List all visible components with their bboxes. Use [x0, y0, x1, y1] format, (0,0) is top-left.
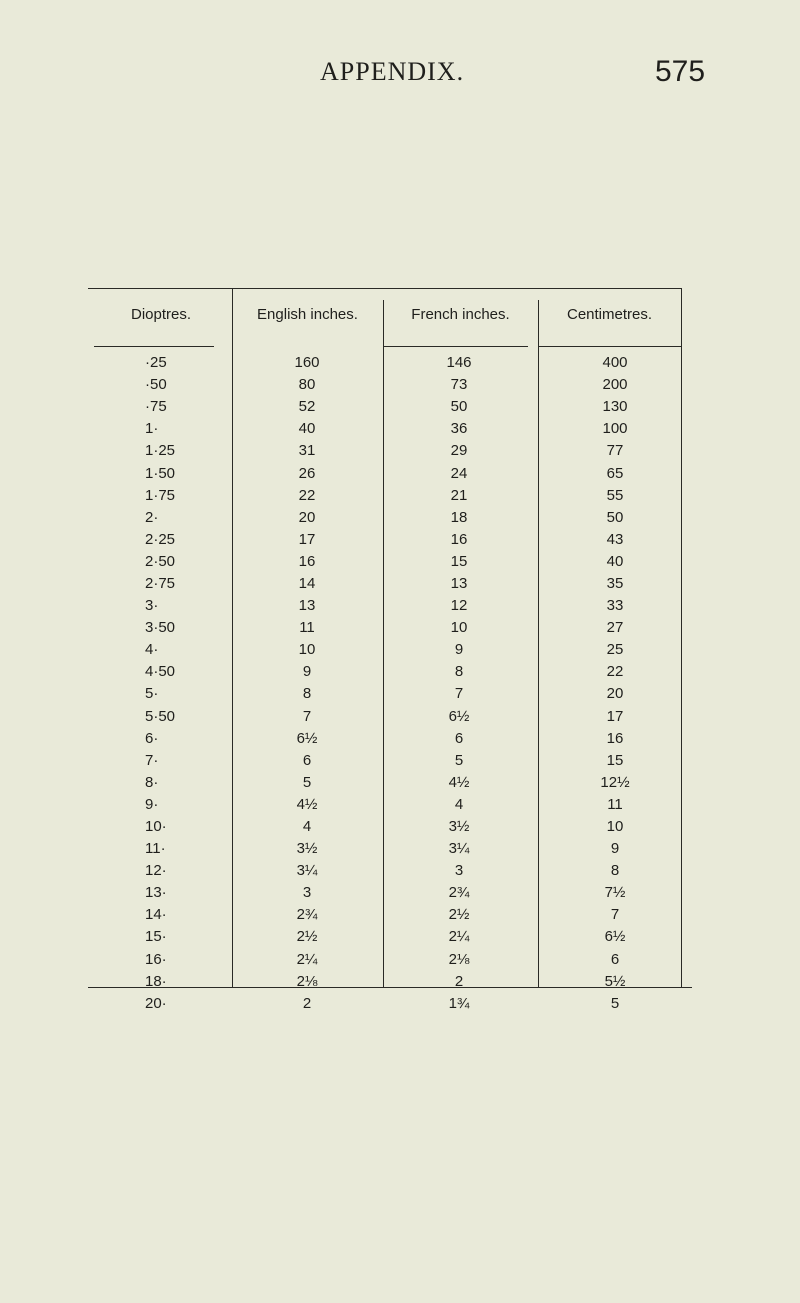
- english-inches-cell: 2: [302, 994, 312, 1012]
- centimetres-cell: 22: [606, 663, 624, 681]
- french-inches-cell: 6: [454, 729, 464, 747]
- english-inches-cell: 22: [298, 486, 316, 504]
- centimetres-cell: 16: [606, 729, 624, 747]
- french-inches-cell: 3¼: [448, 840, 470, 858]
- dioptres-cell: 1·: [145, 420, 159, 438]
- french-inches-cell: 2½: [448, 906, 470, 924]
- table-row: [88, 573, 692, 595]
- centimetres-cell: 35: [606, 574, 624, 592]
- english-inches-cell: 2½: [296, 928, 318, 946]
- french-inches-cell: 15: [450, 552, 468, 570]
- french-inches-cell: 36: [450, 420, 468, 438]
- french-inches-cell: 16: [450, 530, 468, 548]
- english-inches-cell: 16: [298, 552, 316, 570]
- english-inches-cell: 11: [299, 619, 315, 637]
- english-inches-cell: 6: [302, 751, 312, 769]
- centimetres-cell: 11: [607, 795, 623, 813]
- english-inches-cell: 4½: [296, 795, 318, 813]
- dioptres-cell: 18·: [145, 972, 167, 990]
- english-inches-cell: 3½: [296, 840, 318, 858]
- dioptres-cell: ·25: [145, 354, 167, 372]
- french-inches-cell: 5: [454, 751, 464, 769]
- centimetres-cell: 40: [606, 552, 624, 570]
- centimetres-cell: 50: [606, 508, 624, 526]
- english-inches-cell: 4: [302, 818, 312, 836]
- table-row: [88, 794, 692, 816]
- table-row: [88, 374, 692, 396]
- table-row: [88, 485, 692, 507]
- centimetres-cell: 7: [610, 906, 620, 924]
- english-inches-cell: 2⅛: [296, 972, 318, 990]
- dioptres-cell: 20·: [145, 994, 167, 1012]
- centimetres-cell: 77: [606, 442, 624, 460]
- dioptres-cell: 7·: [145, 751, 159, 769]
- centimetres-cell: 130: [602, 398, 628, 416]
- french-inches-cell: 73: [450, 376, 468, 394]
- french-inches-cell: 21: [450, 486, 468, 504]
- dioptres-cell: 2·25: [145, 530, 176, 548]
- column-header-dioptres: Dioptres.: [130, 306, 192, 323]
- english-inches-cell: 26: [298, 464, 316, 482]
- french-inches-cell: 3: [454, 862, 464, 880]
- centimetres-cell: 6: [610, 950, 620, 968]
- centimetres-cell: 400: [602, 354, 628, 372]
- english-inches-cell: 17: [298, 530, 316, 548]
- french-inches-cell: 6½: [448, 707, 470, 725]
- english-inches-cell: 7: [302, 707, 312, 725]
- centimetres-cell: 10: [606, 818, 624, 836]
- table-row: [88, 617, 692, 639]
- dioptres-cell: 10·: [145, 818, 167, 836]
- english-inches-cell: 8: [302, 685, 312, 703]
- french-inches-cell: 24: [450, 464, 468, 482]
- table-row: [88, 838, 692, 860]
- centimetres-cell: 43: [606, 530, 624, 548]
- table-row: [88, 683, 692, 705]
- french-inches-cell: 29: [450, 442, 468, 460]
- centimetres-cell: 9: [610, 840, 620, 858]
- dioptres-cell: 6·: [145, 729, 159, 747]
- dioptres-cell: 1·25: [145, 442, 176, 460]
- table-row: [88, 949, 692, 971]
- centimetres-cell: 17: [606, 707, 624, 725]
- table-row: [88, 860, 692, 882]
- table-row: [88, 418, 692, 440]
- dioptres-cell: 2·50: [145, 552, 176, 570]
- dioptres-cell: ·75: [145, 398, 167, 416]
- french-inches-cell: 50: [450, 398, 468, 416]
- dioptres-cell: 4·: [145, 641, 159, 659]
- english-inches-cell: 13: [298, 597, 316, 615]
- dioptres-cell: 1·50: [145, 464, 176, 482]
- table-top-rule: [88, 288, 682, 289]
- column-header-french-inches: French inches.: [411, 306, 510, 323]
- english-inches-cell: 52: [298, 398, 316, 416]
- dioptres-cell: 14·: [145, 906, 167, 924]
- french-inches-cell: 2¼: [448, 928, 470, 946]
- table-row: [88, 639, 692, 661]
- table-row: [88, 882, 692, 904]
- french-inches-cell: 9: [454, 641, 464, 659]
- french-inches-cell: 4: [454, 795, 464, 813]
- dioptres-cell: 4·50: [145, 663, 176, 681]
- english-inches-cell: 3: [302, 884, 312, 902]
- header-rule: [94, 346, 214, 347]
- centimetres-cell: 200: [602, 376, 628, 394]
- dioptres-cell: 3·: [145, 597, 159, 615]
- english-inches-cell: 80: [298, 376, 316, 394]
- table-row: [88, 462, 692, 484]
- dioptres-cell: 5·: [145, 685, 159, 703]
- french-inches-cell: 3½: [448, 818, 470, 836]
- centimetres-cell: 8: [610, 862, 620, 880]
- table-row: [88, 728, 692, 750]
- english-inches-cell: 2¾: [296, 906, 318, 924]
- french-inches-cell: 4½: [448, 773, 470, 791]
- table-row: [88, 772, 692, 794]
- centimetres-cell: 100: [602, 420, 628, 438]
- table-row: [88, 750, 692, 772]
- english-inches-cell: 2¼: [296, 950, 318, 968]
- table-body: [88, 352, 692, 1015]
- table-row: [88, 595, 692, 617]
- french-inches-cell: 10: [450, 619, 468, 637]
- centimetres-cell: 27: [606, 619, 624, 637]
- page-header: [0, 55, 800, 95]
- dioptres-cell: 2·: [145, 508, 159, 526]
- english-inches-cell: 10: [298, 641, 316, 659]
- dioptres-cell: 5·50: [145, 707, 176, 725]
- english-inches-cell: 5: [302, 773, 312, 791]
- english-inches-cell: 40: [298, 420, 316, 438]
- table-row: [88, 661, 692, 683]
- dioptres-cell: 2·75: [145, 574, 176, 592]
- french-inches-cell: 7: [454, 685, 464, 703]
- french-inches-cell: 2¾: [448, 884, 470, 902]
- english-inches-cell: 14: [298, 574, 316, 592]
- french-inches-cell: 2: [454, 972, 464, 990]
- table-row: [88, 551, 692, 573]
- centimetres-cell: 33: [606, 597, 624, 615]
- dioptres-cell: 13·: [145, 884, 167, 902]
- table-row: [88, 440, 692, 462]
- table-row: [88, 529, 692, 551]
- french-inches-cell: 13: [450, 574, 468, 592]
- table-row: [88, 816, 692, 838]
- french-inches-cell: 18: [450, 508, 468, 526]
- dioptres-cell: 9·: [145, 795, 159, 813]
- table-bottom-rule: [88, 987, 692, 988]
- centimetres-cell: 7½: [604, 884, 626, 902]
- french-inches-cell: 8: [454, 663, 464, 681]
- centimetres-cell: 5: [610, 994, 620, 1012]
- centimetres-cell: 25: [606, 641, 624, 659]
- header-rule: [538, 346, 681, 347]
- header-rule: [383, 346, 528, 347]
- running-title: APPENDIX.: [320, 57, 465, 86]
- table-row: [88, 507, 692, 529]
- centimetres-cell: 65: [606, 464, 624, 482]
- column-header-centimetres: Centimetres.: [566, 306, 653, 323]
- table-row: [88, 993, 692, 1015]
- table-row: [88, 352, 692, 374]
- column-header-english-inches: English inches.: [257, 306, 358, 323]
- centimetres-cell: 15: [606, 751, 624, 769]
- centimetres-cell: 5½: [604, 972, 626, 990]
- dioptres-cell: 1·75: [145, 486, 176, 504]
- dioptres-cell: 8·: [145, 773, 159, 791]
- dioptres-cell: 16·: [145, 950, 167, 968]
- french-inches-cell: 1¾: [448, 994, 470, 1012]
- english-inches-cell: 160: [294, 354, 320, 372]
- centimetres-cell: 12½: [600, 773, 630, 791]
- table-row: [88, 904, 692, 926]
- dioptres-cell: 11·: [145, 840, 166, 858]
- table-row: [88, 396, 692, 418]
- dioptres-cell: ·50: [145, 376, 167, 394]
- english-inches-cell: 31: [298, 442, 316, 460]
- dioptres-cell: 15·: [145, 928, 167, 946]
- dioptres-cell: 3·50: [145, 619, 176, 637]
- table-row: [88, 926, 692, 948]
- dioptres-cell: 12·: [145, 862, 167, 880]
- table-row: [88, 706, 692, 728]
- english-inches-cell: 6½: [296, 729, 318, 747]
- french-inches-cell: 12: [450, 597, 468, 615]
- centimetres-cell: 20: [606, 685, 624, 703]
- centimetres-cell: 55: [606, 486, 624, 504]
- centimetres-cell: 6½: [604, 928, 626, 946]
- table-row: [88, 971, 692, 993]
- french-inches-cell: 2⅛: [448, 950, 470, 968]
- english-inches-cell: 9: [302, 663, 312, 681]
- english-inches-cell: 20: [298, 508, 316, 526]
- page-number: 575: [655, 55, 706, 88]
- english-inches-cell: 3¼: [296, 862, 318, 880]
- french-inches-cell: 146: [446, 354, 472, 372]
